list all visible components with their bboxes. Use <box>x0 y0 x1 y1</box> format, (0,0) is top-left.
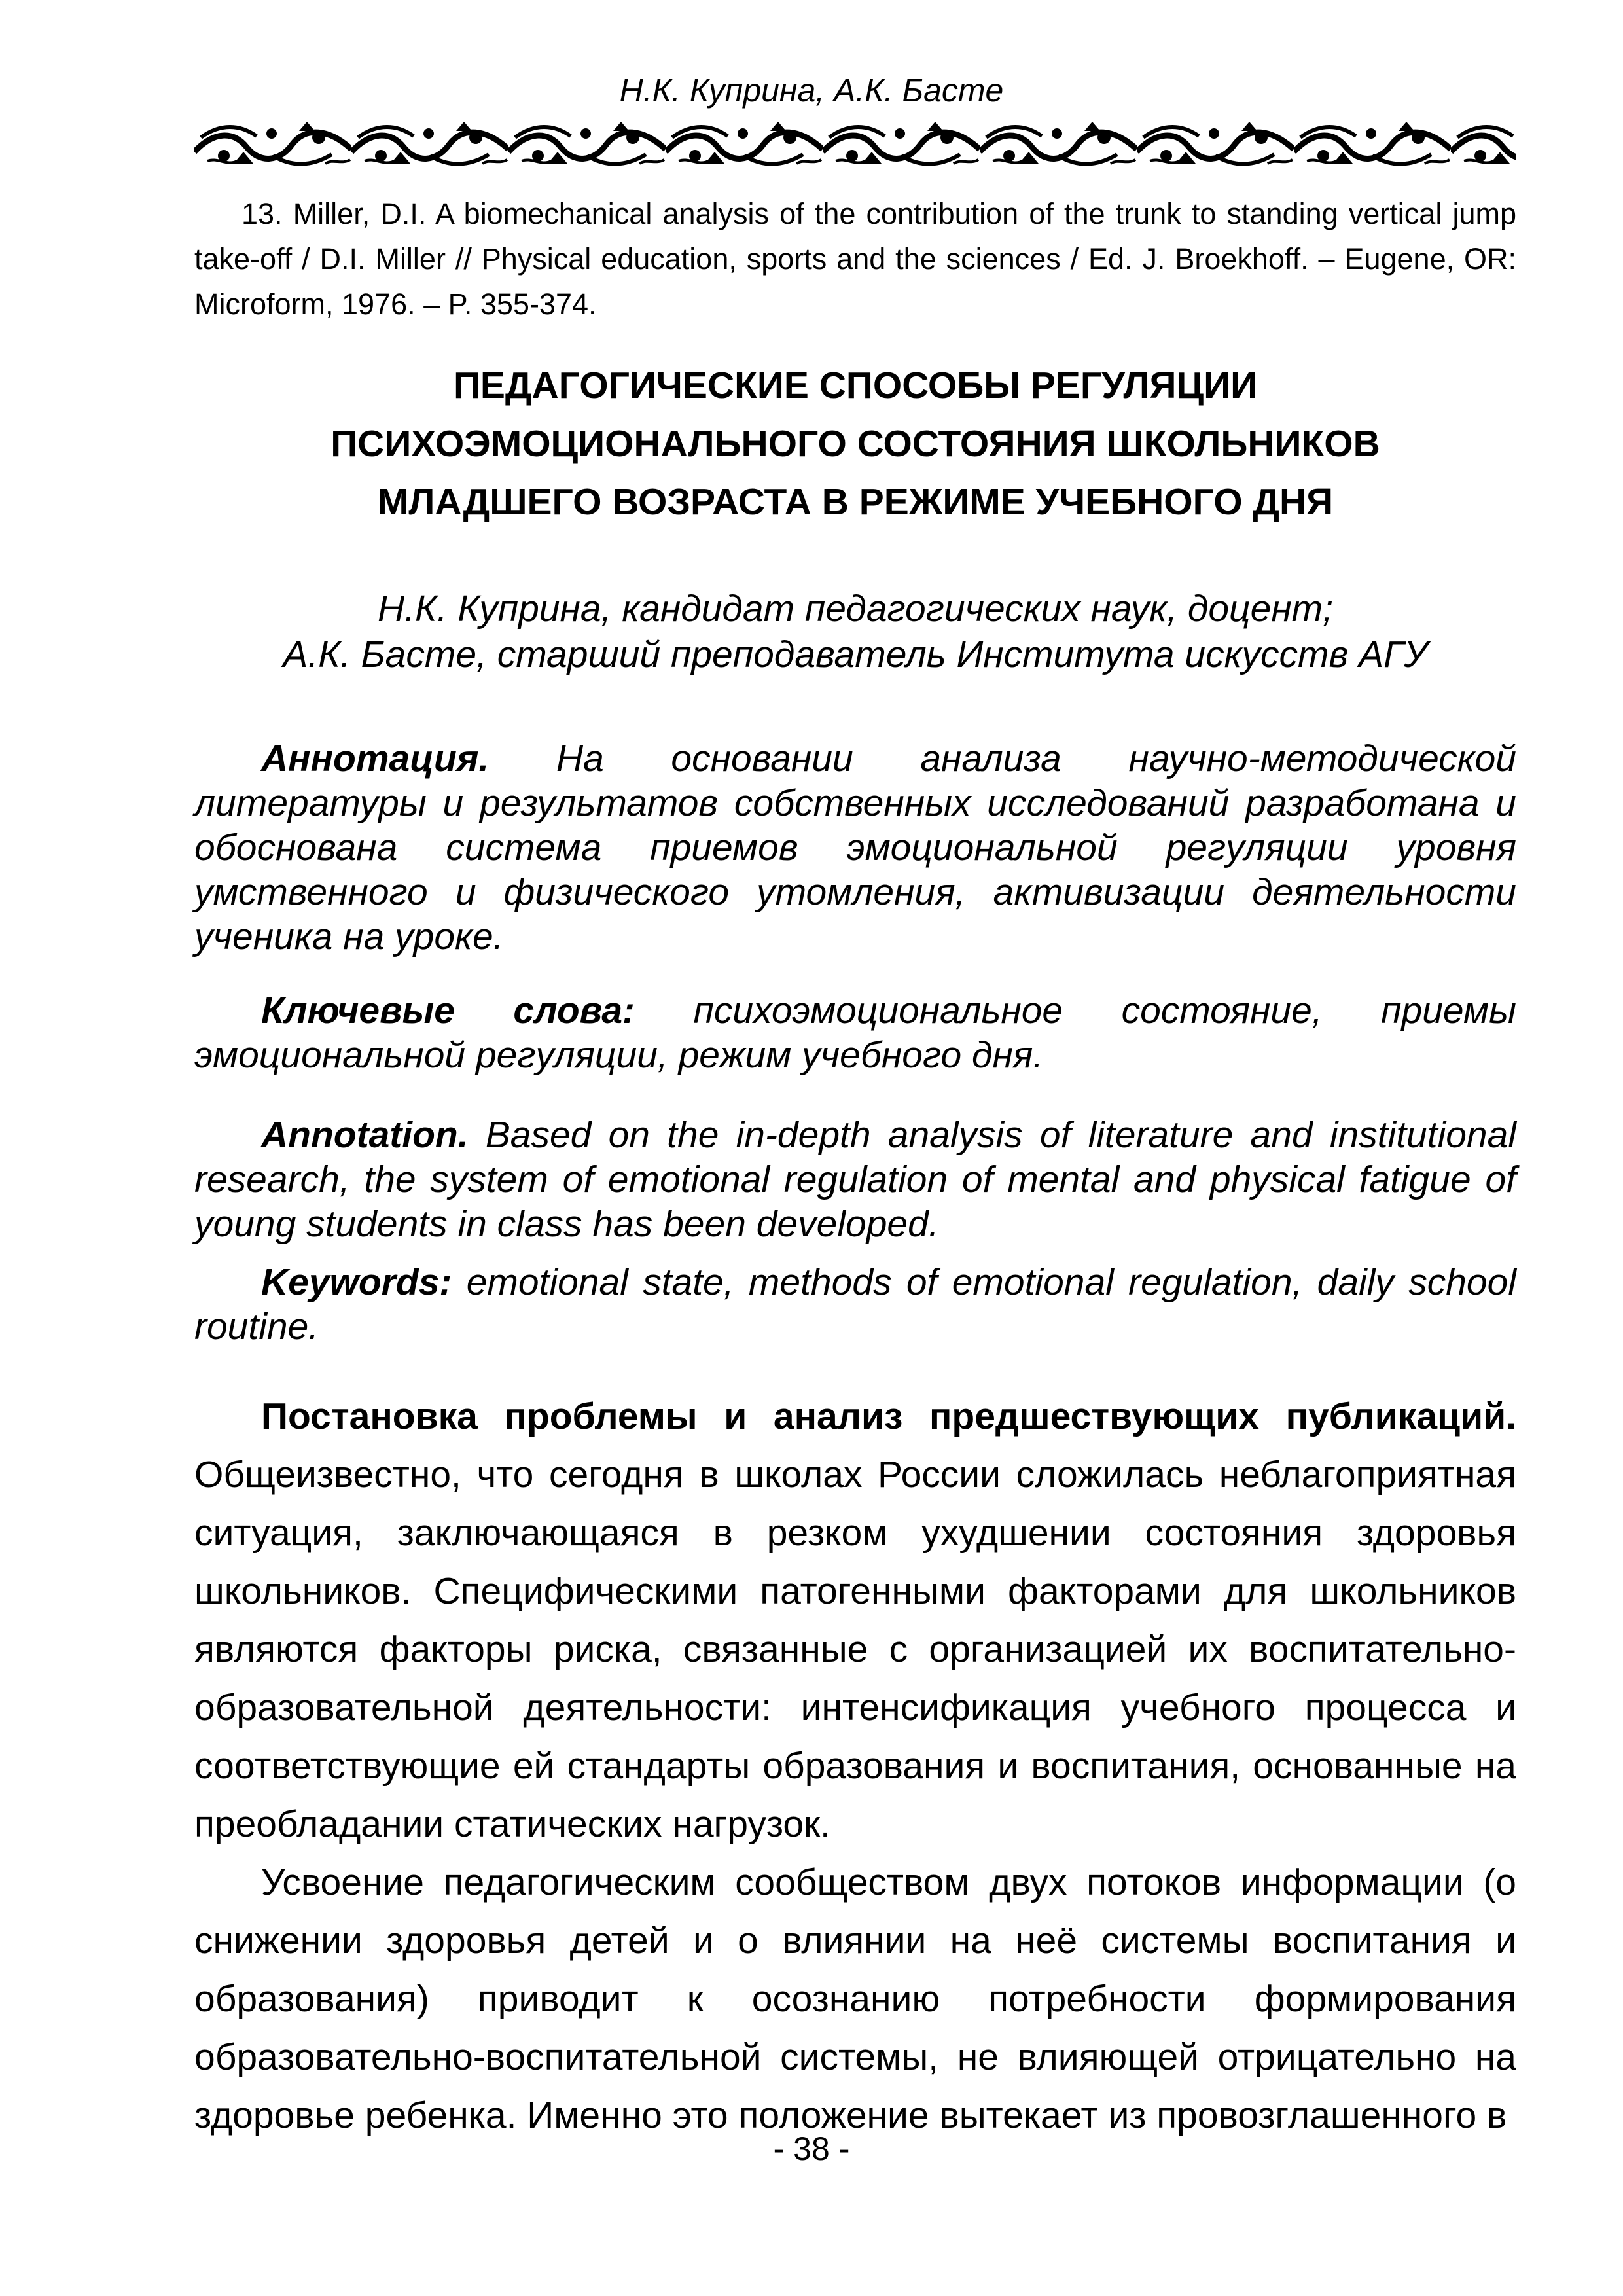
keywords-en-text: emotional state, methods of emotional regulation, daily school routine. <box>194 1261 1516 1348</box>
annotation-en <box>194 1113 1516 1246</box>
authors-block <box>194 586 1516 677</box>
keywords-en-label: Keywords: <box>261 1261 452 1303</box>
annotation-ru <box>194 736 1516 959</box>
article-title <box>194 357 1516 531</box>
body-text <box>194 1388 1516 2145</box>
paragraph-text: Общеизвестно, что сегодня в школах России сложилась неблагоприятная ситуация, заключающаяся в резком ухудшении состояния здоровья школьников. Специфическими патогенными факторами для школьников являются факторы риска, связанные с организацией их воспитательно-образовательной деятельности: интенсификация учебного процесса и соответствующие ей стандарты образования и воспитания, основанные на преобладании статических нагрузок. <box>194 1454 1516 1845</box>
annotation-ru-text: На основании анализа научно-методической литературы и результатов собственных исследований разработана и обоснована система приемов эмоциональной регуляции уровня умственного и физического утомления, активизации деятельности ученика на уроке. <box>194 738 1516 958</box>
annotation-en-text: Based on the in-depth analysis of literature and institutional research, the system of emotional regulation of mental and physical fatigue of young students in class has been developed. <box>194 1114 1516 1245</box>
keywords-ru-label: Ключевые слова: <box>261 990 635 1031</box>
title-line: ПСИХОЭМОЦИОНАЛЬНОГО СОСТОЯНИЯ ШКОЛЬНИКОВ <box>330 423 1380 465</box>
annotation-en-label: Annotation. <box>261 1114 469 1156</box>
keywords-ru <box>194 988 1516 1077</box>
body-paragraph: Усвоение педагогическим сообществом двух потоков информации (о снижении здоровья детей и о влиянии на неё системы воспитания и образования) приводит к осознанию потребности формирования образовательно-воспитательной системы, не влияющей отрицательно на здоровье ребенка. Именно это положение вытекает из провозглашенного в <box>194 1861 1516 2136</box>
title-line: МЛАДШЕГО ВОЗРАСТА В РЕЖИМЕ УЧЕБНОГО ДНЯ <box>377 481 1334 523</box>
reference-text: 13. Miller, D.I. A biomechanical analysis of the contribution of the trunk to standing vertical jump take-off / D.I. Miller // Physical education, sports and the sciences / Ed. J. Broekhoff. – Eugene, OR: Microform, 1976. – P. 355-374. <box>194 197 1516 321</box>
annotation-ru-label: Аннотация. <box>261 738 490 780</box>
page-number: - 38 - <box>773 2130 850 2167</box>
title-line: ПЕДАГОГИЧЕСКИЕ СПОСОБЫ РЕГУЛЯЦИИ <box>453 365 1258 406</box>
body-paragraph <box>194 1388 1516 1854</box>
keywords-ru-text: психоэмоциональное состояние, приемы эмоциональной регуляции, режим учебного дня. <box>194 990 1516 1076</box>
running-head: Н.К. Куприна, А.К. Басте <box>619 72 1004 109</box>
author-line: Н.К. Куприна, кандидат педагогических наук, доцент; <box>377 588 1333 630</box>
reference-entry <box>194 191 1516 327</box>
decorative-ornament-border <box>194 118 1516 171</box>
keywords-en <box>194 1260 1516 1349</box>
author-line: А.К. Басте, старший преподаватель Института искусств АГУ <box>283 634 1428 675</box>
section-heading: Постановка проблемы и анализ предшествующих публикаций. <box>261 1395 1516 1437</box>
